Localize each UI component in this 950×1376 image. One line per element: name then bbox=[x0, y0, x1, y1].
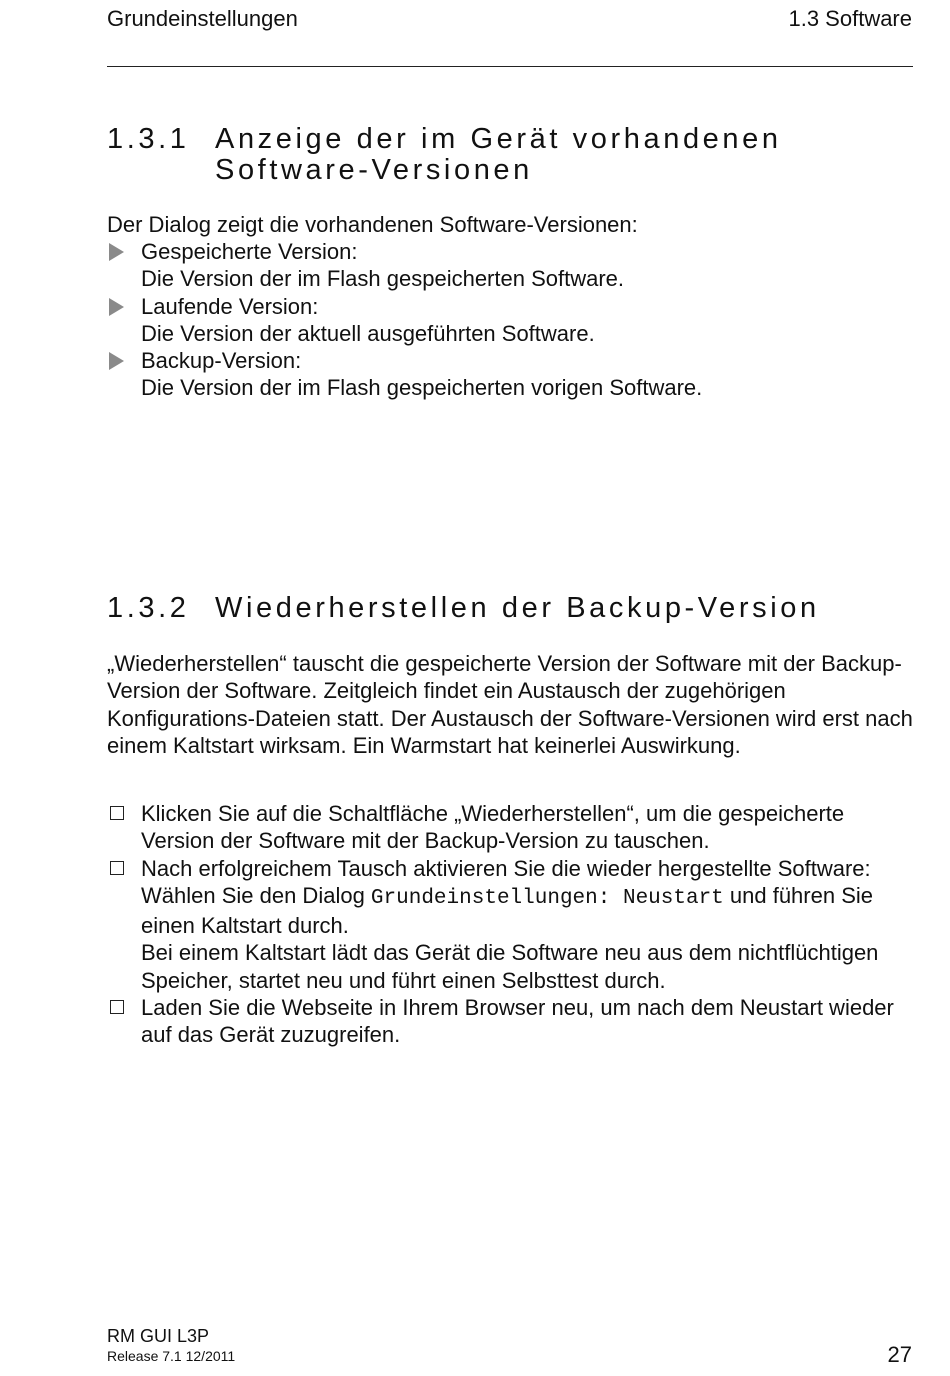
list-item-desc: Die Version der im Flash gespeicherten Software. bbox=[141, 266, 625, 292]
checkbox-bullet-icon bbox=[110, 806, 124, 820]
step-text-after: und führen Sie einen Kaltstart durch. bbox=[141, 882, 874, 939]
page-header-right: 1.3 Software bbox=[788, 6, 912, 31]
list-item-desc: Die Version der im Flash gespeicherten vorigen Software. bbox=[141, 375, 703, 401]
step-text: Laden Sie die Webseite in Ihrem Browser neu, um nach dem Neustart wieder auf das Gerät zuzugreifen. bbox=[141, 995, 894, 1048]
footer-release: Release 7.1 12/2011 bbox=[107, 1348, 236, 1364]
section-heading-1-3-1 bbox=[107, 124, 782, 186]
section-title-line2: Software-Versionen bbox=[215, 154, 533, 186]
section-number: 1.3.1 bbox=[107, 123, 190, 155]
section-number: 1.3.2 bbox=[107, 592, 190, 624]
section2-paragraph: „Wiederherstellen“ tauscht die gespeicherte Version der Software mit der Backup-Version der Software. Zeitgleich findet ein Austausch der zugehörigen Konfigurations-Dateien statt. Der Austausch der Software-Versionen wird erst nach einem Kaltstart wirksam. Ein Warmstart hat keinerlei Auswirkung. bbox=[107, 651, 913, 758]
section-title-line1: Anzeige der im Gerät vorhandenen bbox=[215, 123, 782, 155]
footer-doc-title: RM GUI L3P bbox=[107, 1326, 210, 1346]
header-rule bbox=[107, 66, 913, 67]
list-item-term: Laufende Version: bbox=[141, 293, 319, 319]
triangle-bullet-icon bbox=[109, 298, 124, 316]
list-item-term: Gespeicherte Version: bbox=[141, 239, 358, 264]
list-item bbox=[107, 994, 913, 1049]
checkbox-bullet-icon bbox=[110, 861, 124, 875]
dialog-path-code: Grundeinstellungen: Neustart bbox=[370, 886, 724, 910]
step-text: Klicken Sie auf die Schaltfläche „Wiederherstellen“, um die gespeicherte Version der Software mit der Backup-Version zu tauschen. bbox=[141, 801, 845, 854]
list-item-term: Backup-Version: bbox=[141, 348, 302, 374]
step-note: Bei einem Kaltstart lädt das Gerät die Software neu aus dem nichtflüchtigen Speicher, startet neu und führt einen Selbsttest durch. bbox=[141, 940, 879, 993]
section1-intro: Der Dialog zeigt die vorhandenen Software-Versionen: bbox=[107, 212, 638, 237]
page-header-left: Grundeinstellungen bbox=[107, 6, 298, 31]
list-item-desc: Die Version der aktuell ausgeführten Software. bbox=[141, 320, 595, 346]
page-number: 27 bbox=[887, 1342, 912, 1367]
list-item bbox=[107, 855, 913, 994]
section-title: Wiederherstellen der Backup-Version bbox=[215, 592, 820, 624]
triangle-bullet-icon bbox=[109, 352, 124, 370]
step-text-before: Wählen Sie den Dialog bbox=[141, 882, 371, 908]
list-item bbox=[107, 293, 913, 348]
list-item bbox=[107, 347, 913, 402]
list-item bbox=[107, 800, 913, 855]
checkbox-bullet-icon bbox=[110, 1000, 124, 1014]
list-item bbox=[107, 238, 913, 293]
triangle-bullet-icon bbox=[109, 243, 124, 261]
step-text: Nach erfolgreichem Tausch aktivieren Sie die wieder hergestellte Software: bbox=[141, 855, 871, 881]
step-list bbox=[107, 800, 913, 1049]
step-dialog-instruction bbox=[141, 882, 913, 940]
version-list bbox=[107, 238, 913, 402]
section-heading-1-3-2 bbox=[107, 593, 820, 624]
